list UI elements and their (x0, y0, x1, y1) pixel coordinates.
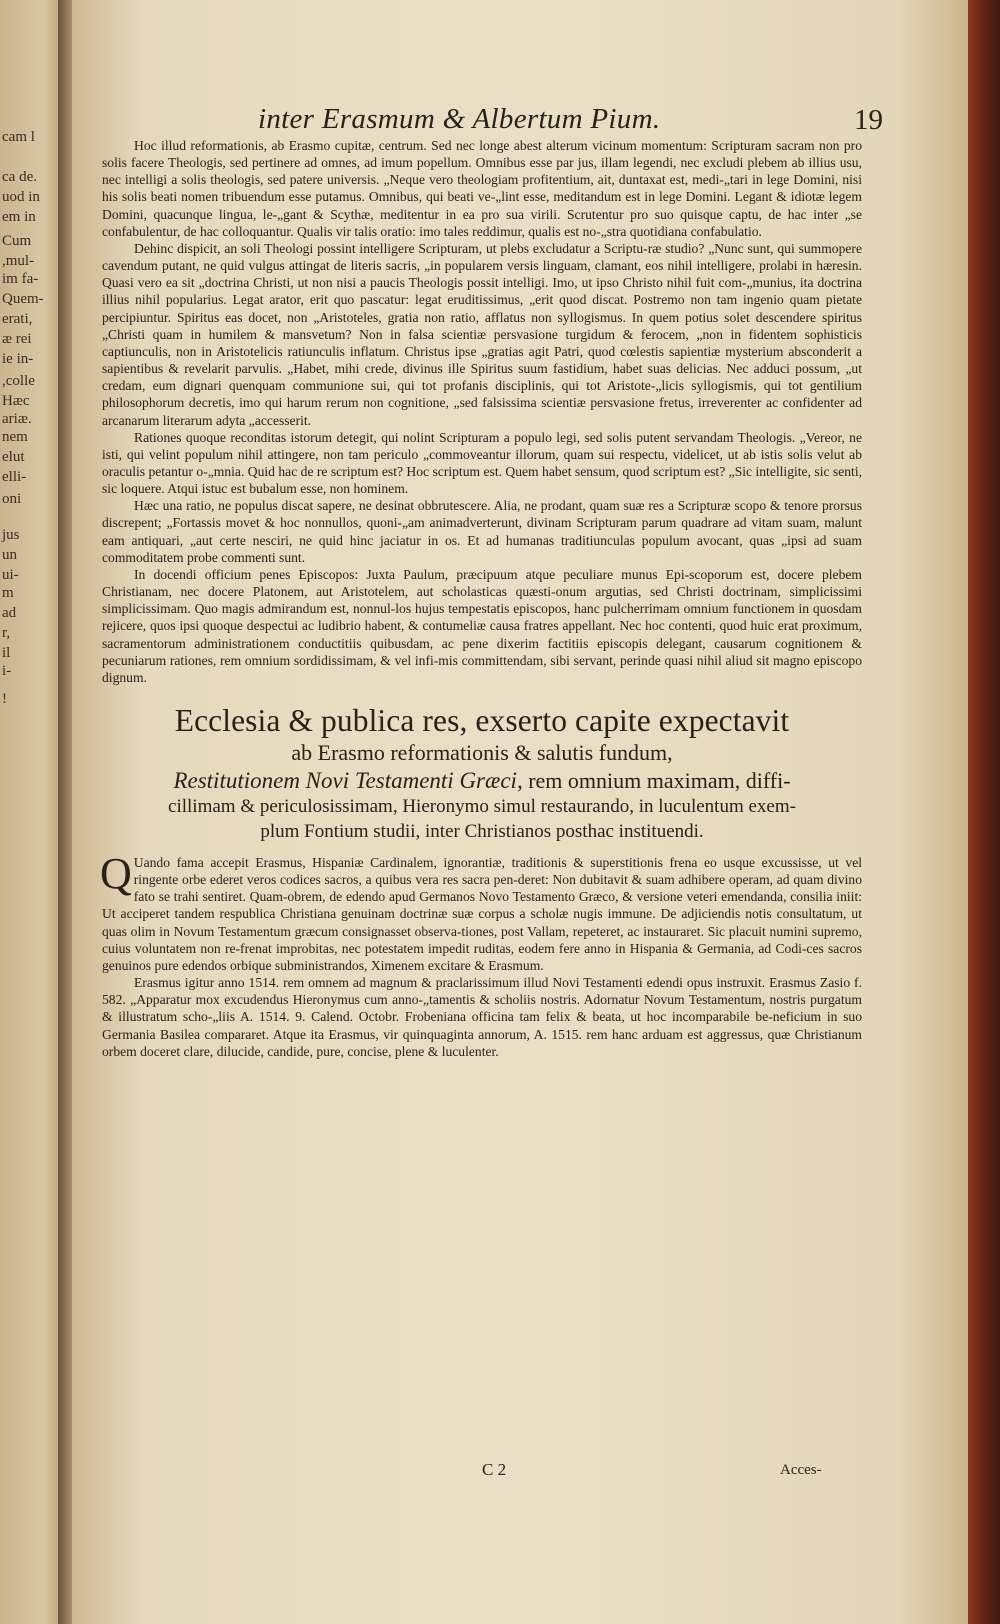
fragment-text: m (2, 585, 14, 601)
fragment-text: Cum (2, 233, 32, 249)
catchword: Acces- (780, 1462, 822, 1478)
paragraph (100, 849, 862, 974)
heading-italic: Restitutionem Novi Testamenti Græci, (173, 768, 523, 793)
fragment-text: r, (2, 625, 11, 641)
running-head: inter Erasmum & Albertum Pium. (258, 103, 661, 135)
fragment-text: nem (2, 429, 28, 445)
fragment-text: uod in (2, 189, 40, 205)
fragment-text: il (2, 645, 11, 661)
page-number: 19 (854, 104, 883, 136)
heading-line: Ecclesia & publica res, exserto capite expectavit (174, 703, 790, 738)
fragment-text: ca de. (2, 169, 37, 185)
fragment-text: oni (2, 491, 22, 507)
fragment-text: ariæ. (2, 411, 32, 427)
page-body (102, 137, 862, 1060)
book-page (72, 0, 968, 1624)
heading-line (102, 767, 862, 794)
fragment-text: i- (2, 663, 12, 679)
paragraph-text: Uando fama accepit Erasmus, Hispaniæ Cardinalem, ignorantiæ, traditionis & superstitionis frena eo usque excussisse, ut vel ringente orbe ederet veros codices sacros, a quibus vera res sacra pen-deret: Non dubitavit & suam adhibere operam, ad quam divino fato se trahi sentiret. Quam-obrem, de edendo apud Germanos Novo Testamento Græco, & versione veteri emendanda, consilia iniit: Ut acciperet tandem respublica Christiana genuinam doctrinæ suæ corpus a scholæ nugis immune. De adjiciendis notis consultatum, ut quas olim in Novum Testamentum græcum consignasset observa-tiones, post Vallam, repeteret, ac instauraret. Sic placuit numini supremo, cuius voluntatem non re-frenat improbitas, nec potestatem impedit ruditas, eodem fere anno in Hispania & Germania, ad Codi-ces sacros genuinos pure edendos orbique subministrandos, Ximenem excitare & Erasmum. (102, 855, 862, 973)
fragment-text: ,mul- (2, 253, 35, 269)
fragment-text: jus (2, 527, 20, 543)
drop-cap: Q (100, 849, 132, 898)
fragment-text: cam l (2, 129, 35, 145)
fragment-text: Quem- (2, 291, 44, 307)
paragraph: In docendi officium penes Episcopos: Juxta Paulum, præcipuum atque peculiare munus Epi-scoporum est, docere plebem Christianam, nec docere Platonem, aut Aristotelem, aut scholasticas quæsti-onum argutias, sed Christi doctrinam, simplicissimi simplicissimam. Quo magis admirandum est, nonnul-los hujus tempestatis episcopos, hanc pulcherrimam omnium functionem in quosdam rejicere, quos ipsi quoque despectui ac ludibrio habent, & contumeliæ causa fratres appellant. Nec hoc contenti, quod huic erat proximum, sacramentorum administrationem conductitiis quibusdam, ac pene dixerim factitiis episcopis delegant, causarum cognitionem & pecuniarum rationes, rem omnium sordidissimam, & vel infi-mis committendam, sibi servant, perinde quasi nihil aliud sit magno episcopo dignum. (102, 566, 862, 685)
heading-line: plum Fontium studii, inter Christianos posthac instituendi. (260, 821, 704, 842)
facing-page-fragment (0, 0, 62, 1624)
page-edge (968, 0, 1000, 1624)
fragment-text: im fa- (2, 271, 39, 287)
fragment-text: Hæc (2, 393, 30, 409)
fragment-text: ! (2, 691, 7, 707)
heading-line: cillimam & periculosissimam, Hieronymo simul restaurando, in luculentum exem- (168, 796, 796, 817)
fragment-text: elli- (2, 469, 27, 485)
heading-line: ab Erasmo reformationis & salutis fundum, (291, 740, 673, 765)
fragment-text: ,colle (2, 373, 35, 389)
fragment-text: ui- (2, 567, 19, 583)
section-heading (102, 702, 862, 844)
fragment-text: elut (2, 449, 25, 465)
signature-mark: C 2 (482, 1460, 507, 1479)
fragment-text: ie in- (2, 351, 34, 367)
paragraph: Dehinc dispicit, an soli Theologi possint intelligere Scripturam, ut plebs excludatur a Scriptu-ræ studio? „Nunc sunt, qui summopere cavendum putant, ne quid vulgus attingat de literis sacris, „in popularem versis linguam, clamant, eos nihil intelligere, prolabi in hæresin. Quasi vero ea sit „doctrina Christi, ut non nisi a paucis Theologis possit intelligi. Imo, ut ipso Christo nihil fuit com-„munius, ita doctrina illius nihil popularius. Legat arator, erit quo pascatur: legat eruditissimus, „erit quod discat. Postremo non tam ingenio quam pietate percipiuntur. Spiritus eas docet, non „Aristoteles, gratia non ratio, afflatus non syllogismus. In quem potius solet descendere spiritus „Christi quam in humilem & mansvetum? Non in falsa scientiæ persvasione turgidum & ferocem, „non in fidentem sophisticis captiunculis, non in Aristotelicis ratiunculis inflatum. Christus ipse „gratias agit Patri, quod cœlestis sapientiæ mysterium absconderit a sapientibus & revelarit parvulis. „Habet, mihi crede, divinus ille Spiritus suum fastidium, habet suas delicias. Nec adduci possum, „ut credam, eum dignari quenquam communione sui, qui tot profanis disciplinis, qui tot Aristote-„licis syllogismis, qui tot gentilium philosophorum decretis, imo qui harum rerum non cognitione, „sed falsissima scientiæ persvasione fretus, irreverenter ac confidenter ad arcanarum literarum adyta „accesserit. (102, 240, 862, 428)
fragment-text: æ rei (2, 331, 32, 347)
heading-rest: rem omnium maximam, diffi- (522, 768, 791, 793)
paragraph: Hæc una ratio, ne populus discat sapere, ne desinat obbrutescere. Alia, ne prodant, quam suæ res a Scripturæ scopo & tenore prorsus discrepent; „Fortassis movet & hoc nonnullos, quoni-„am animadverterunt, divinam Scripturam parum quadrare ad vitam suam, malunt eam antiquari, „aut certe nesciri, ne quid hinc jaciatur in os. Et ad humanas traditiunculas populum avocant, quas „ipsi ad suam commoditatem probe commenti sunt. (102, 498, 862, 565)
paragraph: Erasmus igitur anno 1514. rem omnem ad magnum & praclarissimum illud Novi Testamenti edendi opus instruxit. Erasmus Zasio f. 582. „Apparatur mox excudendus Hieronymus cum anno-„tamentis & scholiis nostris. Adornatur Novum Testamentum, nostris purgatum & illustratum scho-„liis A. 1514. 9. Calend. Octobr. Frobeniana officina tam felix & beata, ut hoc incomparabile be-neficium in suo Germania Basilea compararet. Atque ita Erasmus, vir quinquaginta annorum, A. 1515. rem hanc arduam est aggressus, quæ Christianum orbem doceret clare, dilucide, candide, pure, concise, plene & luculenter. (102, 975, 862, 1059)
fragment-text: un (2, 547, 17, 563)
fragment-text: erati, (2, 311, 33, 327)
paragraph: Rationes quoque reconditas istorum detegit, qui nolint Scripturam a populo legi, sed solis putent servandam Theologis. „Vereor, ne isti, qui velint populum nihil attingere, non tam periculo „commoveantur illorum, quam sui respectu, videlicet, ut ab istis solis velut ab oraculis petantur o-„mnia. Quid hac de re scriptum est? Hoc scriptum est. Quem habet sensum, quod scriptum est? „Sic intelligite, sic senti, sic loquere. Atqui istuc est bubalum esse, non hominem. (102, 429, 862, 497)
fragment-text: ad (2, 605, 17, 621)
paragraph: Hoc illud reformationis, ab Erasmo cupitæ, centrum. Sed nec longe abest alterum vicinum momentum: Scripturam sacram non pro solis facere Theologis, sed pertinere ad omnes, ad imum popellum. Omnibus esse par jus, illam legendi, nec excludi plebem ab illius usu, nec intelligi a solis theologis, sed patere universis. „Neque vero theologiam profitentium, ait, duntaxat est, medi-„tari in lege Domini, nisi his solis beati nomen tribuendum esse putamus. Omnibus, qui beati ve-„lint esse, meditandum est in lege Domini. Legant & idiotæ legem Domini, quacunque lingua, le-„gant & Scythæ, meditentur in ea pro sua virili. Scrutentur pro suo quisque captu, de hac inter „se confabulentur, de hac colloquantur. Qualis vir talis oratio: imo tales reddimur, qualis est no-„stra quotidiana confabulatio. (102, 138, 862, 239)
fragment-text: em in (2, 209, 36, 225)
